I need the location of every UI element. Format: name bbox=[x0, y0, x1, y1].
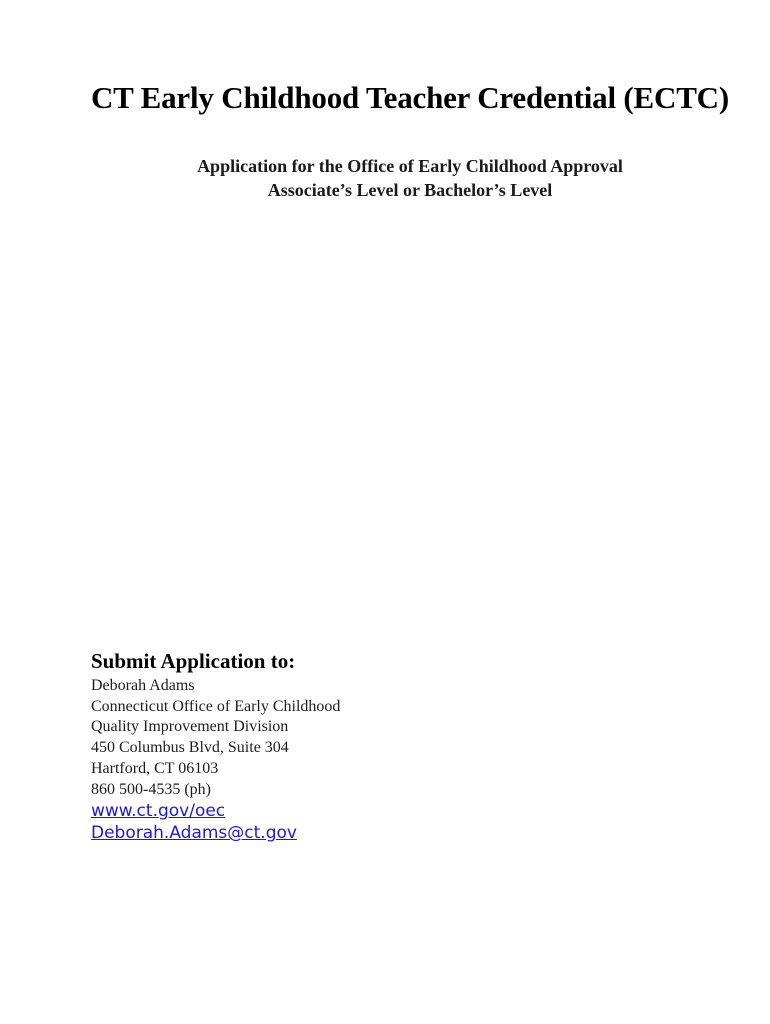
subtitle-application: Application for the Office of Early Childhood Approval bbox=[197, 156, 623, 176]
division-name: Quality Improvement Division bbox=[91, 718, 289, 736]
organization-name: Connecticut Office of Early Childhood bbox=[91, 697, 341, 715]
page-title: CT Early Childhood Teacher Credential (ECTC) bbox=[91, 80, 729, 115]
phone-number: 860 500-4535 (ph) bbox=[91, 780, 211, 798]
submit-address-block bbox=[91, 648, 340, 844]
street-address: 450 Columbus Blvd, Suite 304 bbox=[91, 739, 289, 757]
submit-heading: Submit Application to: bbox=[91, 649, 296, 673]
city-state-zip: Hartford, CT 06103 bbox=[91, 759, 219, 777]
subtitle-level: Associate’s Level or Bachelor’s Level bbox=[267, 180, 553, 200]
email-link[interactable]: Deborah.Adams@ct.gov bbox=[91, 823, 297, 844]
subtitle-block bbox=[0, 154, 770, 202]
contact-name: Deborah Adams bbox=[91, 677, 195, 694]
website-link[interactable]: www.ct.gov/oec bbox=[91, 801, 226, 822]
